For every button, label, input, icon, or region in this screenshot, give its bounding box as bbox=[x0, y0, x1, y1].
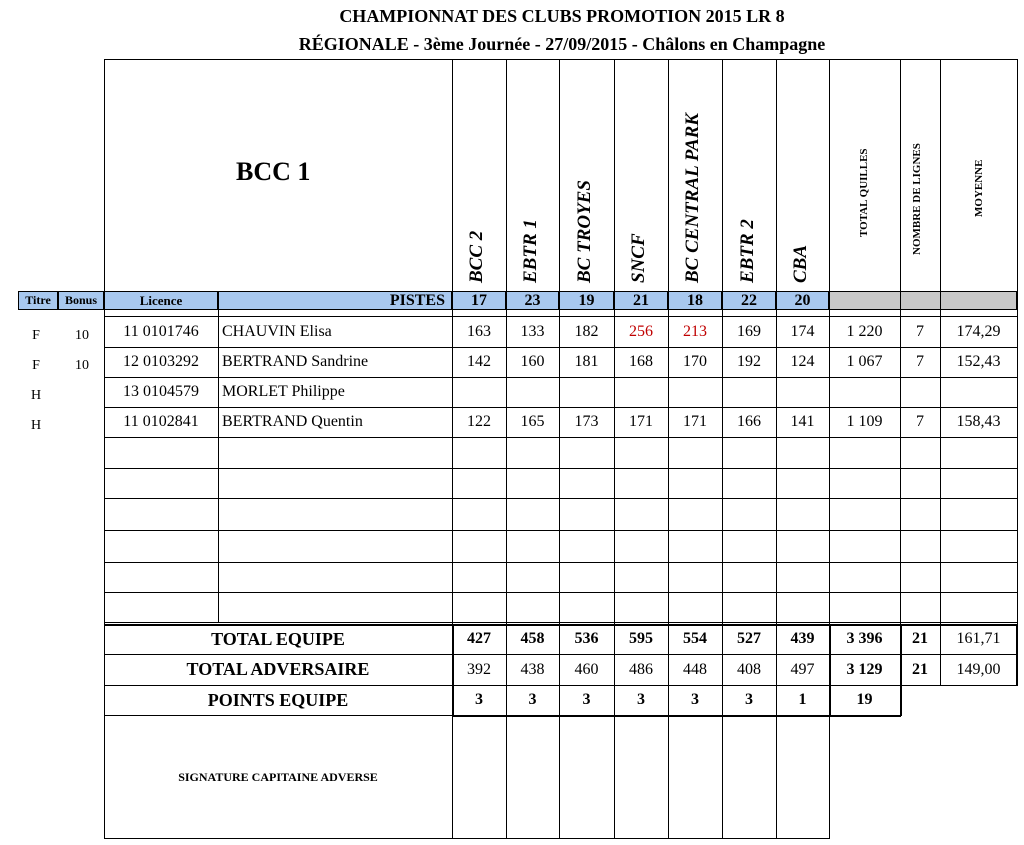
opponent-header: BC CENTRAL PARK bbox=[682, 113, 703, 283]
total-adversaire-label: TOTAL ADVERSAIRE bbox=[186, 659, 370, 679]
player-titre: F bbox=[32, 327, 40, 343]
summary-header-grey bbox=[829, 291, 1017, 310]
grid-line bbox=[104, 654, 453, 655]
grid-line bbox=[104, 498, 1018, 499]
player-score: 168 bbox=[629, 353, 653, 370]
player-bonus bbox=[62, 411, 102, 441]
points-equipe-label: POINTS EQUIPE bbox=[207, 689, 349, 710]
title-line-2: RÉGIONALE - 3ème Journée - 27/09/2015 - Châlons en Champagne bbox=[298, 34, 826, 54]
player-score: 166 bbox=[737, 413, 761, 430]
player-name: CHAUVIN Elisa bbox=[222, 322, 332, 340]
lane-number: 21 bbox=[614, 291, 668, 310]
player-name: BERTRAND Sandrine bbox=[222, 353, 369, 370]
header-total-quilles: TOTAL QUILLES bbox=[858, 148, 870, 237]
grid-line bbox=[104, 624, 1018, 626]
total-adversaire-score: 497 bbox=[790, 660, 815, 678]
header-bonus: Bonus bbox=[58, 291, 104, 310]
header-titre: Titre bbox=[18, 291, 58, 310]
total-adversaire-score: 448 bbox=[683, 660, 707, 678]
player-score: 169 bbox=[737, 322, 761, 340]
total-adversaire-score: 408 bbox=[737, 660, 761, 678]
player-score: 171 bbox=[629, 413, 653, 430]
grid-line bbox=[218, 310, 219, 623]
player-score bbox=[559, 377, 614, 407]
player-score: 173 bbox=[574, 413, 599, 430]
grid-line bbox=[900, 624, 902, 716]
lane-number: 19 bbox=[559, 291, 614, 310]
grid-line bbox=[1016, 624, 1018, 686]
grid-line bbox=[104, 562, 1018, 563]
player-licence: 11 0101746 bbox=[123, 322, 199, 340]
grid-line bbox=[104, 59, 105, 839]
total-adversaire-score: 438 bbox=[520, 660, 545, 678]
lane-number: 23 bbox=[506, 291, 559, 310]
player-total: 1 220 bbox=[846, 322, 883, 340]
grid-line bbox=[722, 59, 723, 839]
grid-line bbox=[104, 838, 830, 839]
grid-line bbox=[104, 622, 1018, 623]
title-line-1: CHAMPIONNAT DES CLUBS PROMOTION 2015 LR 8 bbox=[339, 6, 785, 26]
grid-line bbox=[506, 59, 507, 839]
grid-line bbox=[452, 624, 454, 716]
opponent-header: CBA bbox=[790, 244, 811, 283]
player-licence: 11 0102841 bbox=[123, 413, 199, 430]
opponent-header: BCC 2 bbox=[466, 230, 487, 283]
grid-line bbox=[104, 530, 1018, 531]
total-equipe-score: 595 bbox=[629, 630, 653, 647]
player-score: 256 bbox=[629, 322, 653, 340]
player-titre: H bbox=[30, 388, 42, 403]
points-equipe-score: 3 bbox=[582, 691, 591, 708]
player-total: 1 067 bbox=[846, 353, 883, 370]
signature-label: SIGNATURE CAPITAINE ADVERSE bbox=[178, 769, 378, 784]
grid-line bbox=[452, 59, 453, 839]
player-lines: 7 bbox=[916, 413, 924, 430]
grid-line bbox=[900, 59, 901, 716]
player-lines: 7 bbox=[916, 353, 924, 370]
opponent-header: EBTR 2 bbox=[737, 219, 758, 283]
lane-number: 17 bbox=[452, 291, 506, 310]
player-total bbox=[829, 377, 900, 407]
header-pistes: PISTES bbox=[218, 291, 452, 310]
player-score: 213 bbox=[683, 322, 707, 340]
lane-number: 22 bbox=[722, 291, 776, 310]
header-moyenne: MOYENNE bbox=[973, 159, 985, 217]
points-equipe-score: 3 bbox=[745, 691, 753, 708]
total-equipe-score: 439 bbox=[790, 630, 815, 647]
player-score bbox=[614, 377, 668, 407]
grid-line bbox=[104, 468, 1018, 469]
grid-line bbox=[104, 347, 1018, 348]
points-equipe-score: 1 bbox=[798, 691, 807, 708]
grid-line bbox=[104, 685, 1018, 686]
player-score bbox=[452, 377, 506, 407]
player-bonus: 10 bbox=[75, 358, 89, 373]
player-score: 165 bbox=[520, 413, 545, 430]
lane-number: 18 bbox=[668, 291, 722, 310]
player-score: 160 bbox=[520, 353, 545, 370]
player-average: 152,43 bbox=[956, 353, 1001, 370]
player-average bbox=[940, 377, 1017, 407]
player-score: 170 bbox=[683, 353, 707, 370]
grid-line bbox=[104, 316, 1018, 317]
grid-line bbox=[104, 407, 1018, 408]
player-score: 142 bbox=[467, 353, 491, 370]
player-lines: 7 bbox=[916, 322, 924, 340]
grid-line bbox=[452, 654, 1018, 655]
player-licence: 12 0103292 bbox=[123, 353, 199, 370]
grid-line bbox=[559, 59, 560, 839]
total-adversaire-total: 3 129 bbox=[846, 660, 883, 678]
player-score: 182 bbox=[574, 322, 599, 340]
player-average: 174,29 bbox=[956, 322, 1001, 340]
total-equipe-lines: 21 bbox=[912, 630, 928, 647]
lane-number: 20 bbox=[776, 291, 829, 310]
grid-line bbox=[776, 59, 777, 839]
points-equipe-score: 3 bbox=[691, 691, 699, 708]
points-equipe-total: 19 bbox=[856, 691, 873, 708]
player-lines bbox=[900, 377, 940, 407]
player-score bbox=[668, 377, 722, 407]
total-adversaire-score: 460 bbox=[574, 660, 599, 678]
player-score: 171 bbox=[683, 413, 707, 430]
opponent-header: SNCF bbox=[628, 233, 649, 283]
header-licence: Licence bbox=[104, 291, 218, 310]
player-score bbox=[776, 377, 829, 407]
total-equipe-total: 3 396 bbox=[846, 630, 883, 647]
player-score: 124 bbox=[790, 353, 815, 370]
opponent-header: BC TROYES bbox=[574, 180, 595, 283]
player-average: 158,43 bbox=[956, 413, 1001, 430]
points-equipe-score: 3 bbox=[637, 691, 645, 708]
player-score: 174 bbox=[790, 322, 815, 340]
grid-line bbox=[104, 59, 1018, 60]
total-equipe-score: 536 bbox=[574, 630, 599, 647]
total-adversaire-lines: 21 bbox=[912, 660, 928, 678]
grid-line bbox=[829, 59, 830, 839]
player-titre: F bbox=[32, 358, 40, 373]
player-total: 1 109 bbox=[846, 413, 883, 430]
total-equipe-score: 527 bbox=[737, 630, 761, 647]
grid-line bbox=[829, 624, 831, 716]
player-score: 133 bbox=[520, 322, 545, 340]
player-score: 163 bbox=[467, 322, 491, 340]
total-equipe-score: 427 bbox=[467, 630, 491, 647]
player-score: 192 bbox=[737, 353, 761, 370]
grid-line bbox=[452, 715, 901, 717]
grid-line bbox=[614, 59, 615, 839]
player-score: 122 bbox=[467, 413, 491, 430]
player-bonus: 10 bbox=[75, 327, 89, 343]
points-equipe-score: 3 bbox=[528, 691, 537, 708]
total-equipe-score: 554 bbox=[683, 630, 707, 647]
total-adversaire-average: 149,00 bbox=[956, 660, 1001, 678]
grid-line bbox=[104, 437, 1018, 438]
player-score: 181 bbox=[574, 353, 599, 370]
header-nombre-lignes: NOMBRE DE LIGNES bbox=[911, 143, 923, 255]
grid-line bbox=[104, 592, 1018, 593]
grid-line bbox=[104, 715, 453, 716]
player-score bbox=[506, 377, 559, 407]
total-equipe-average: 161,71 bbox=[956, 630, 1001, 647]
player-licence: 13 0104579 bbox=[123, 383, 199, 400]
grid-line bbox=[104, 377, 1018, 378]
player-titre: H bbox=[30, 418, 42, 433]
points-equipe-score: 3 bbox=[475, 691, 483, 708]
opponent-header: EBTR 1 bbox=[520, 219, 541, 283]
player-score: 141 bbox=[790, 413, 815, 430]
total-equipe-label: TOTAL EQUIPE bbox=[211, 628, 345, 649]
total-adversaire-score: 486 bbox=[629, 660, 653, 678]
total-adversaire-score: 392 bbox=[467, 660, 491, 678]
total-equipe-score: 458 bbox=[520, 630, 545, 647]
player-score bbox=[722, 377, 776, 407]
team-name: BCC 1 bbox=[236, 157, 311, 186]
player-name: BERTRAND Quentin bbox=[222, 413, 363, 430]
player-name: MORLET Philippe bbox=[222, 383, 345, 400]
player-bonus bbox=[62, 381, 102, 411]
grid-line bbox=[668, 59, 669, 839]
